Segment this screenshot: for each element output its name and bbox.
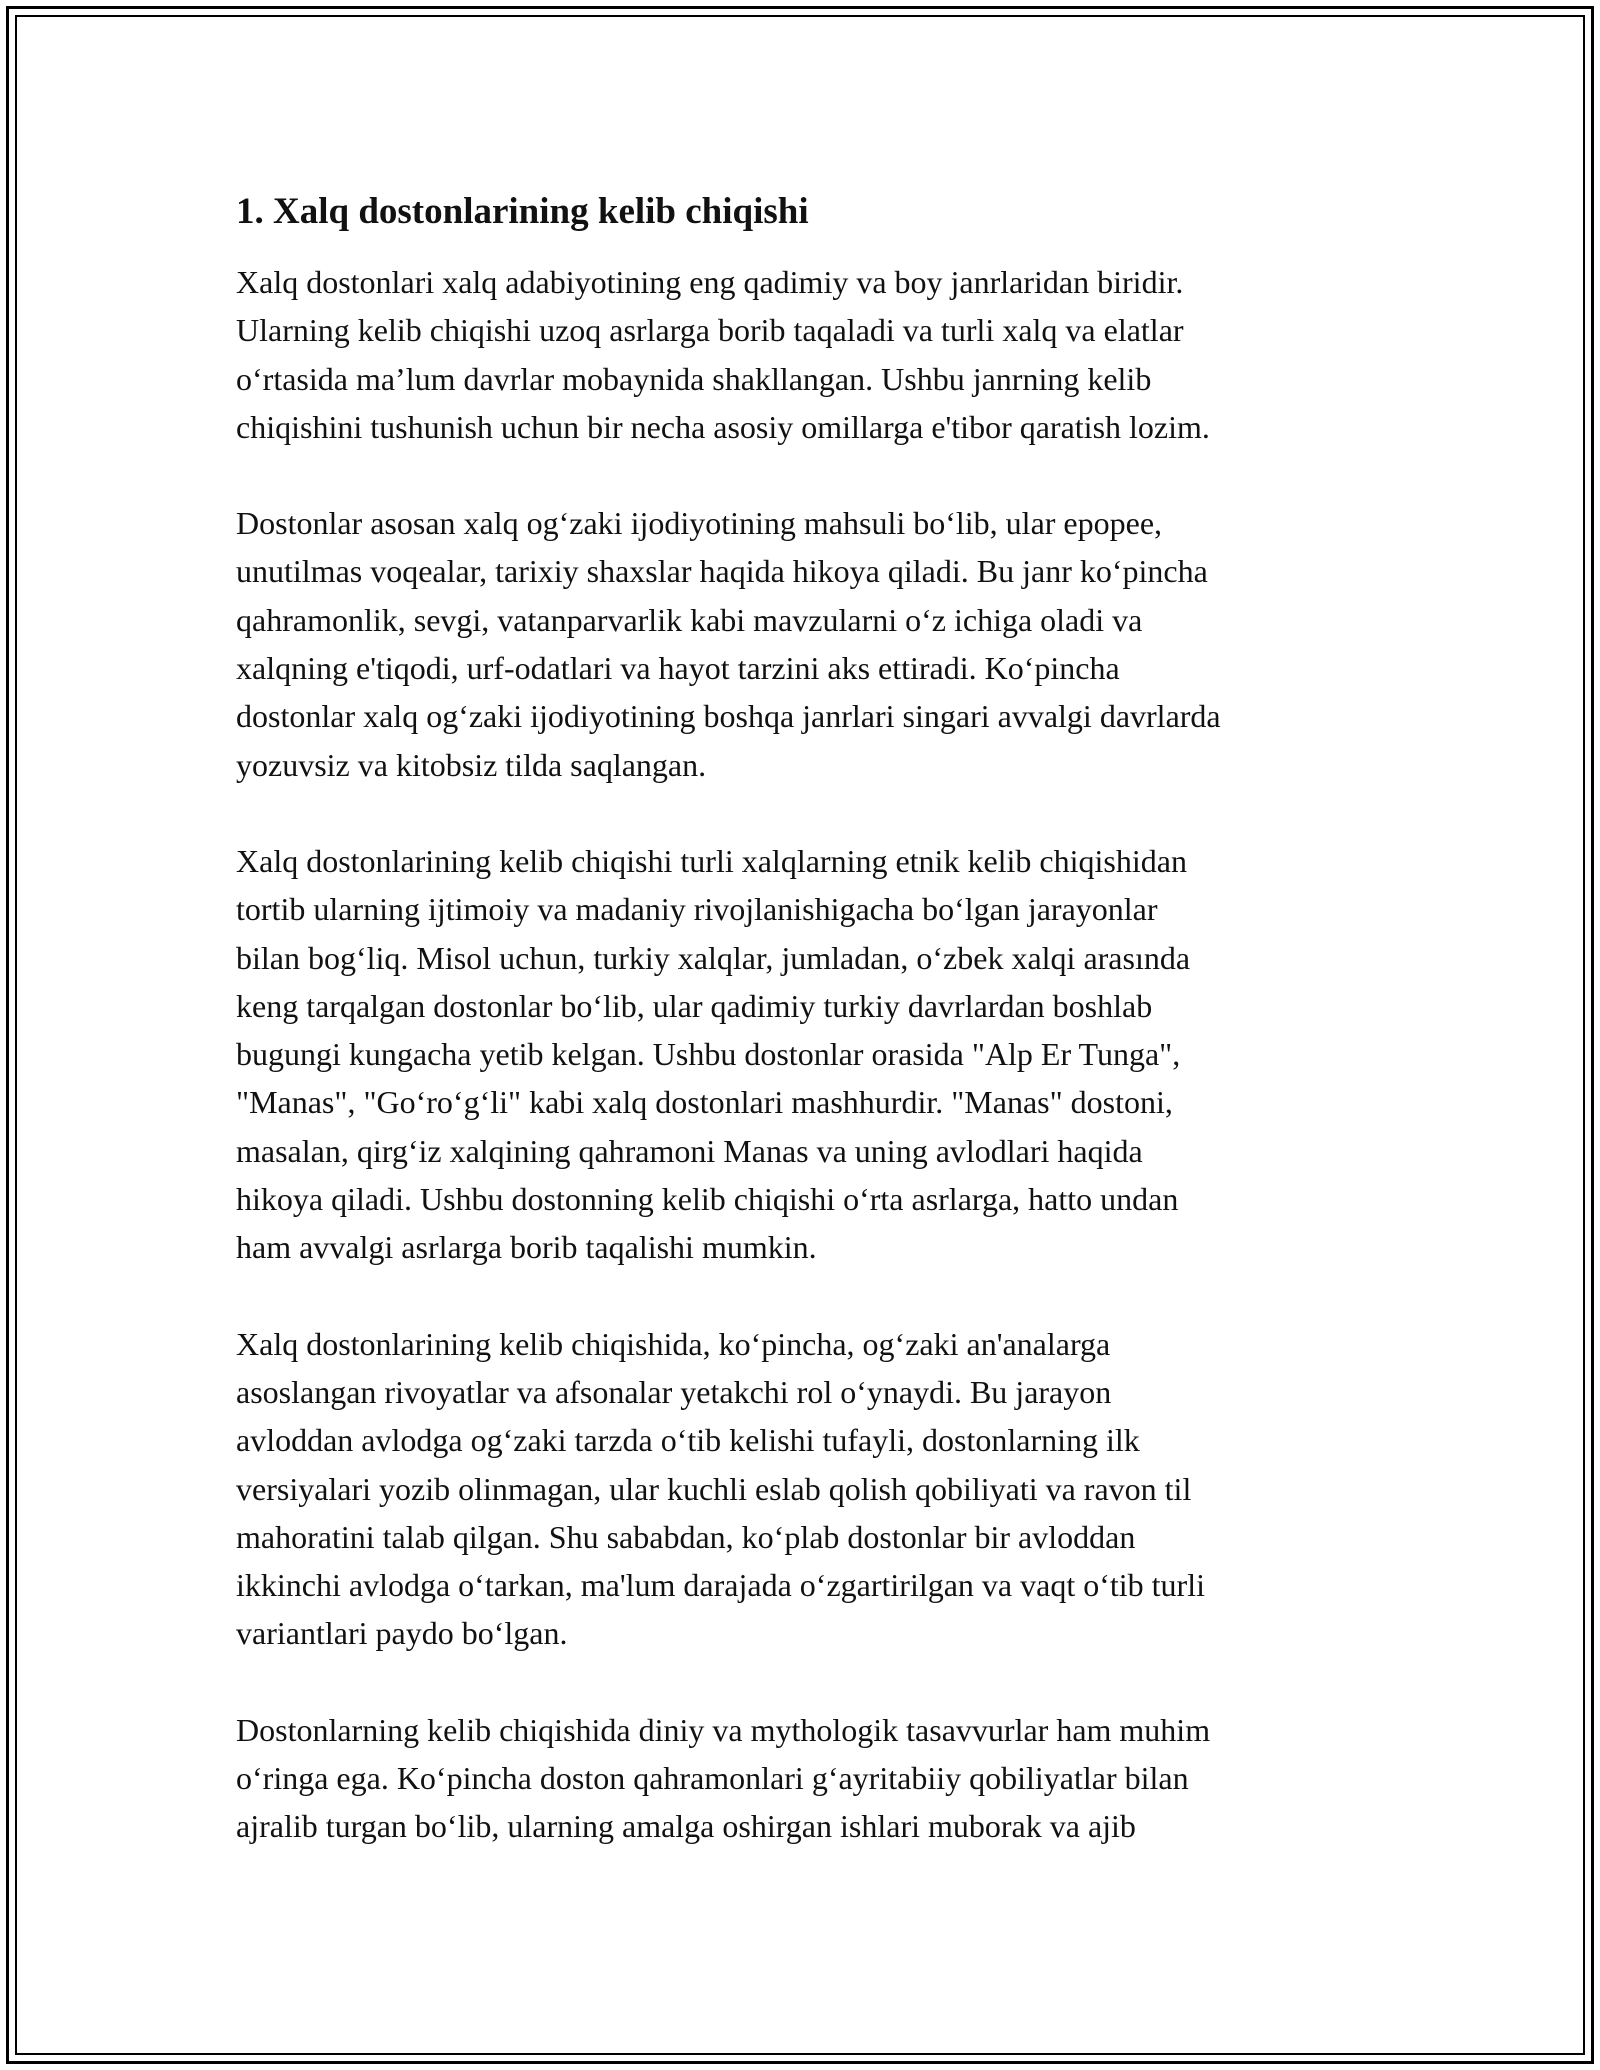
paragraph-3: Xalq dostonlarining kelib chiqishi turli xalqlarning etnik kelib chiqishidan tortib ularning ijtimoiy va madaniy rivojlanishigacha bo‘lgan jarayonlar bilan bog‘liq. Misol uchun, turkiy xalqlar, jumladan, o‘zbek xalqi arasında keng tarqalgan dostonlar bo‘lib, ular qadimiy turkiy davrlardan boshlab bugungi kungacha yetib kelgan. Ushbu dostonlar orasida "Alp Er Tunga", "Manas", "Go‘ro‘g‘li" kabi xalq dostonlari mashhurdir. "Manas" dostoni, masalan, qirg‘iz xalqining qahramoni Manas va uning avlodlari haqida hikoya qiladi. Ushbu dostonning kelib chiqishi o‘rta asrlarga, hatto undan ham avvalgi asrlarga borib taqalishi mumkin. bbox=[236, 842, 1191, 1266]
paragraph-5: Dostonlarning kelib chiqishida diniy va mythologik tasavvurlar ham muhim o‘ringa ega. Ko‘pincha doston qahramonlari g‘ayritabiiy qobiliyatlar bilan ajralib turgan bo‘lib, ularning amalga oshirgan ishlari muborak va ajib bbox=[236, 1711, 1211, 1845]
paragraph-2: Dostonlar asosan xalq og‘zaki ijodiyotining mahsuli bo‘lib, ular epopee, unutilmas voqealar, tarixiy shaxslar haqida hikoya qiladi. Bu janr ko‘pincha qahramonlik, sevgi, vatanparvarlik kabi mavzularni o‘z ichiga oladi va xalqning e'tiqodi, urf-odatlari va hayot tarzini aks ettiradi. Ko‘pincha dostonlar xalq og‘zaki ijodiyotining boshqa janrlari singari avvalgi davrlarda yozuvsiz va kitobsiz tilda saqlangan. bbox=[236, 505, 1221, 783]
paragraph-4: Xalq dostonlarining kelib chiqishida, ko‘pincha, og‘zaki an'analarga asoslangan rivoyatlar va afsonalar yetakchi rol o‘ynaydi. Bu jarayon avloddan avlodga og‘zaki tarzda o‘tib kelishi tufayli, dostonlarning ilk versiyalari yozib olinmagan, ular kuchli eslab qolish qobiliyati va ravon til mahoratini talab qilgan. Shu sababdan, ko‘plab dostonlar bir avloddan ikkinchi avlodga o‘tarkan, ma'lum darajada o‘zgartirilgan va vaqt o‘tib turli variantlari paydo bo‘lgan. bbox=[236, 1325, 1205, 1652]
section-heading: 1. Xalq dostonlarining kelib chiqishi bbox=[236, 191, 809, 232]
paragraph-1: Xalq dostonlari xalq adabiyotining eng qadimiy va boy janrlaridan biridir. Ularning kelib chiqishi uzoq asrlarga borib taqaladi va turli xalq va elatlar o‘rtasida ma’lum davrlar mobaynida shakllangan. Ushbu janrning kelib chiqishini tushunish uchun bir necha asosiy omillarga e'tibor qaratish lozim. bbox=[236, 264, 1210, 445]
document-body bbox=[236, 188, 1396, 1899]
